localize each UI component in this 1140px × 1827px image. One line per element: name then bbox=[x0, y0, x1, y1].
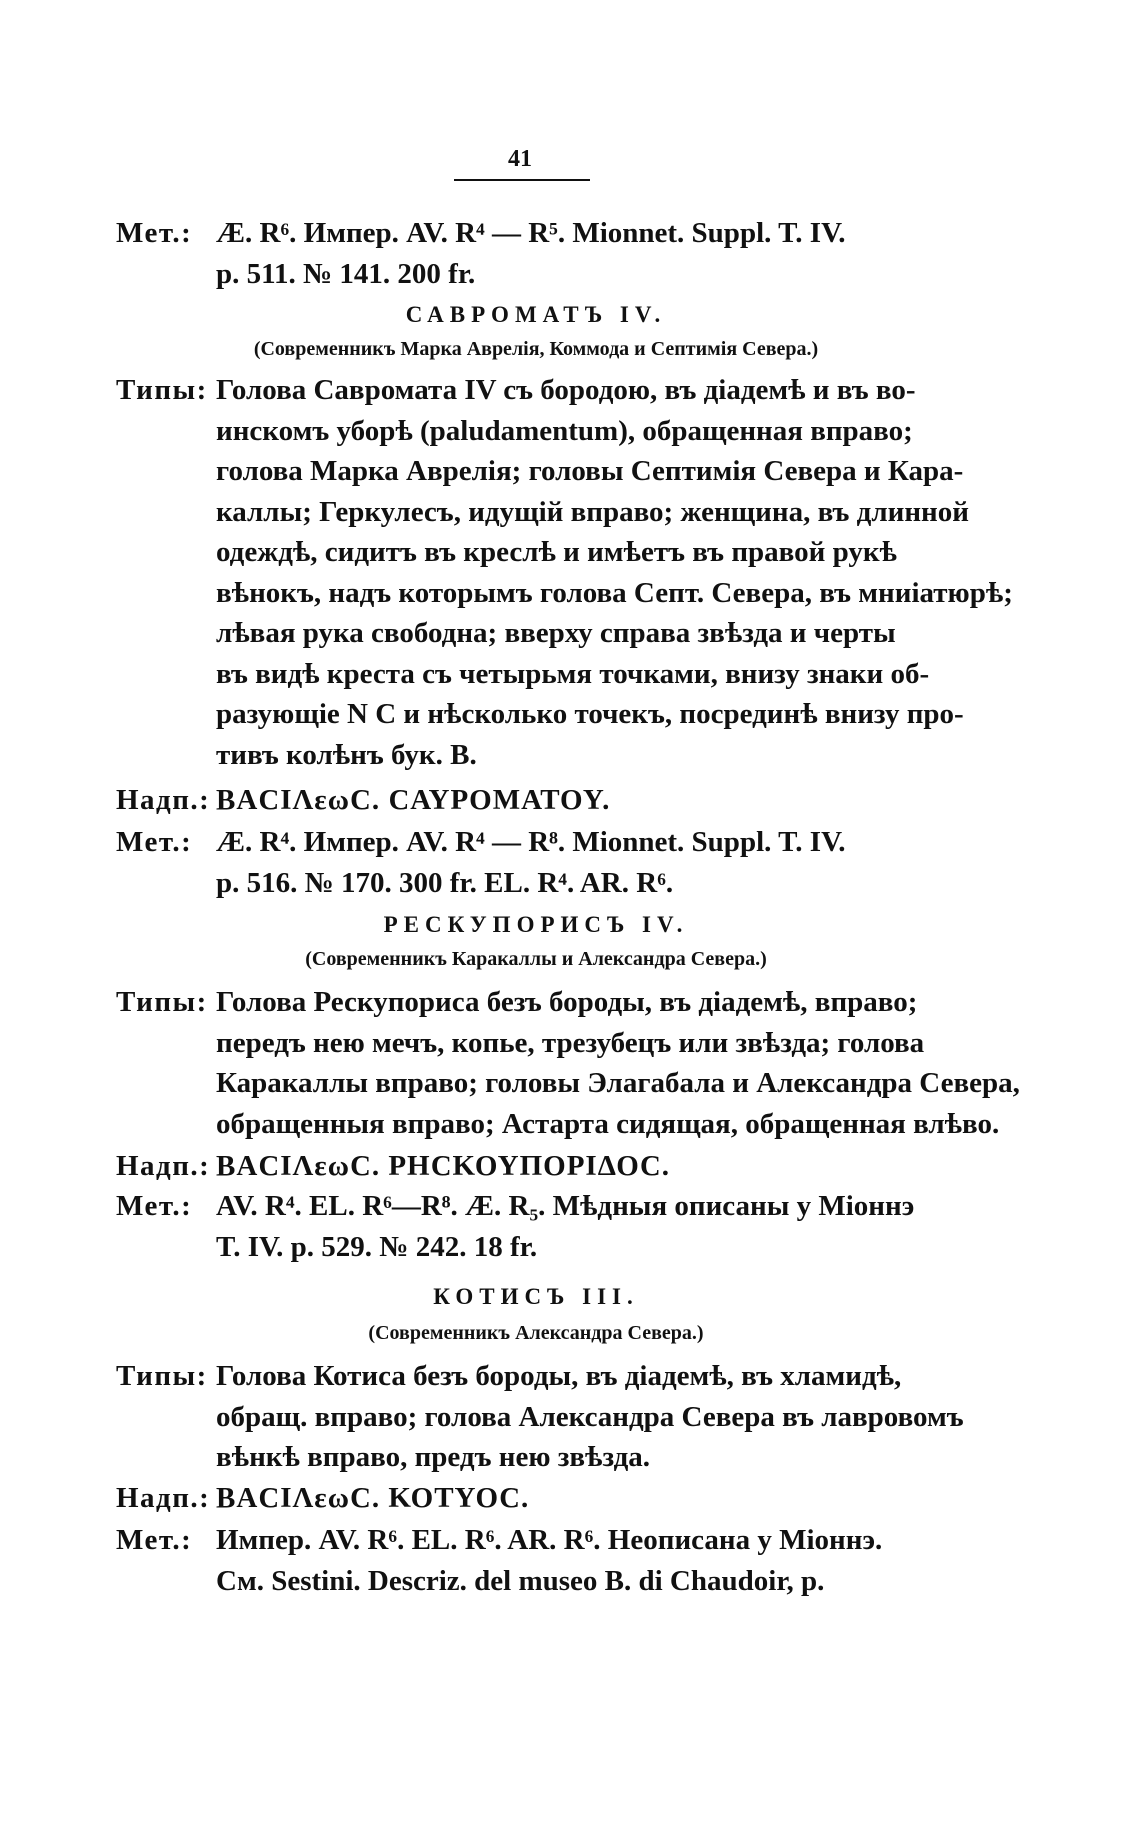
text-line: Æ. R⁶. Импер. AV. R⁴ — R⁵. Mionnet. Suppl. T. IV. bbox=[216, 217, 846, 249]
types-text bbox=[216, 1356, 964, 1478]
text-line: См. Sestini. Descriz. del museo B. di Chaudoir, p. bbox=[216, 1564, 825, 1597]
text-line: голова Марка Аврелія; головы Септимія Севера и Кара- bbox=[216, 455, 964, 487]
text-line: вѣнкѣ вправо, предъ нею звѣзда. bbox=[216, 1441, 651, 1473]
text-line: AV. R⁴. EL. R⁶—R⁸. Æ. R₅. Мѣдныя описаны у Міоннэ bbox=[216, 1190, 915, 1222]
section-subtitle: (Современникъ Каракаллы и Александра Севера.) bbox=[305, 948, 767, 970]
text-line: одеждѣ, сидитъ въ креслѣ и имѣетъ въ правой рукѣ bbox=[216, 536, 897, 568]
inscription-text bbox=[216, 780, 956, 821]
page-number: 41 bbox=[508, 146, 532, 172]
entry-label: Типы: bbox=[116, 1360, 208, 1392]
entry-label: Мет.: bbox=[116, 1524, 193, 1556]
text-line: ΒΑϹΙΛεωϹ. ΡΗϹΚΟΥΠΟΡΙΔΟϹ. bbox=[216, 1150, 670, 1182]
text-line: передъ нею мечъ, копье, трезубецъ или звѣзда; голова bbox=[216, 1026, 925, 1059]
met-text bbox=[216, 822, 956, 903]
section-title: КОТИСЪ III. bbox=[433, 1284, 639, 1309]
text-line: Голова Рескупориса безъ бороды, въ діадемѣ, вправо; bbox=[216, 986, 918, 1018]
text-line: вѣнокъ, надъ которымъ голова Септ. Севера, въ мниіатюрѣ; bbox=[216, 576, 1013, 609]
met-text bbox=[216, 1186, 956, 1267]
entry-label: Надп.: bbox=[116, 784, 211, 816]
text-line: p. 511. № 141. 200 fr. bbox=[216, 257, 476, 290]
text-line: разующіе N C и нѣсколько точекъ, посрединѣ внизу про- bbox=[216, 698, 964, 730]
text-line: T. IV. p. 529. № 242. 18 fr. bbox=[216, 1230, 538, 1263]
section-title: САВРОМАТЪ IV. bbox=[405, 302, 667, 327]
text-line: Каракаллы вправо; головы Элагабала и Александра Севера, bbox=[216, 1067, 1020, 1099]
entry-label: Типы: bbox=[116, 374, 208, 406]
entry-label: Надп.: bbox=[116, 1482, 211, 1514]
text-line: тивъ колѣнъ бук. B. bbox=[216, 738, 477, 771]
met-text bbox=[216, 213, 956, 294]
text-line: каллы; Геркулесъ, идущій вправо; женщина, въ длинной bbox=[216, 495, 969, 528]
section-subtitle: (Современникъ Александра Севера.) bbox=[368, 1322, 704, 1344]
met-text bbox=[216, 1520, 956, 1601]
text-line: Импер. AV. R⁶. EL. R⁶. AR. R⁶. Неописана у Міоннэ. bbox=[216, 1524, 883, 1556]
text-line: инскомъ уборѣ (paludamentum), обращенная вправо; bbox=[216, 414, 913, 447]
section-title: РЕСКУПОРИСЪ IV. bbox=[383, 912, 689, 937]
text-line: Голова Котиса безъ бороды, въ діадемѣ, въ хламидѣ, bbox=[216, 1360, 902, 1392]
entry-label: Мет.: bbox=[116, 217, 193, 249]
text-line: въ видѣ креста съ четырьмя точками, внизу знаки об- bbox=[216, 657, 930, 690]
text-line: обращенныя вправо; Астарта сидящая, обращенная влѣво. bbox=[216, 1107, 1000, 1140]
text-line: обращ. вправо; голова Александра Севера въ лавровомъ bbox=[216, 1400, 964, 1433]
types-text bbox=[216, 370, 1013, 775]
types-text bbox=[216, 982, 1020, 1144]
inscription-text bbox=[216, 1146, 956, 1187]
text-line: p. 516. № 170. 300 fr. EL. R⁴. AR. R⁶. bbox=[216, 866, 674, 899]
text-line: ΒΑϹΙΛεωϹ. ΚΟΤΥΟϹ. bbox=[216, 1482, 530, 1514]
text-line: Голова Савромата IV съ бородою, въ діадемѣ и въ во- bbox=[216, 374, 916, 406]
entry-label: Типы: bbox=[116, 986, 208, 1018]
inscription-text bbox=[216, 1478, 956, 1519]
entry-label: Мет.: bbox=[116, 1190, 193, 1222]
text-line: Æ. R⁴. Импер. AV. R⁴ — R⁸. Mionnet. Suppl. T. IV. bbox=[216, 826, 846, 858]
entry-label: Мет.: bbox=[116, 826, 193, 858]
section-subtitle: (Современникъ Марка Аврелія, Коммода и Септимія Севера.) bbox=[253, 338, 819, 360]
page-number-rule bbox=[454, 179, 590, 181]
text-line: ΒΑϹΙΛεωϹ. ϹΑΥΡΟΜΑΤΟΥ. bbox=[216, 784, 611, 816]
text-line: лѣвая рука свободна; вверху справа звѣзда и черты bbox=[216, 617, 896, 649]
entry-label: Надп.: bbox=[116, 1150, 211, 1182]
